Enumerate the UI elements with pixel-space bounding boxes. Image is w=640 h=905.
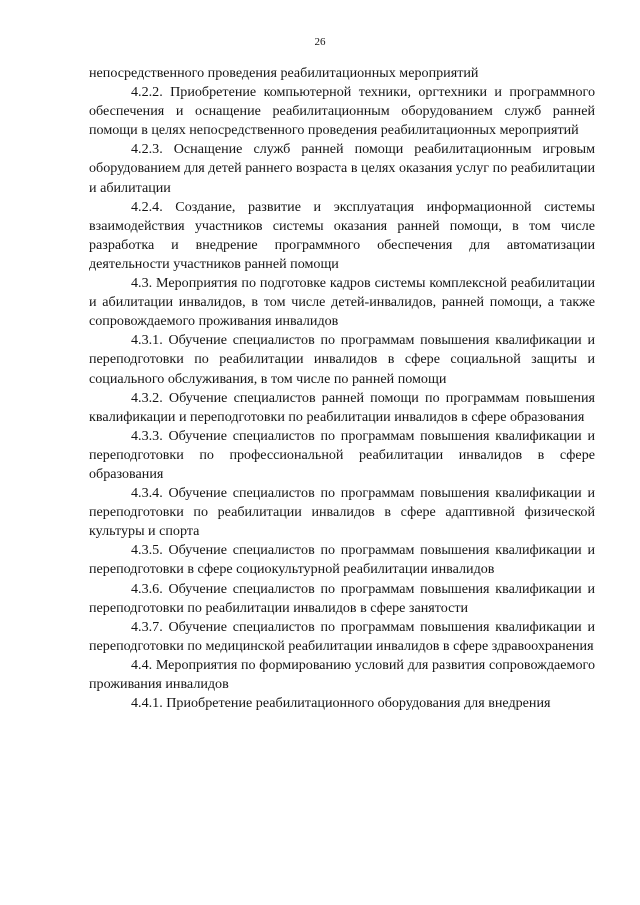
paragraph: 4.4. Мероприятия по формированию условий для развития сопровождаемого проживания инвалидов: [89, 656, 595, 692]
paragraph: 4.3.4. Обучение специалистов по программам повышения квалификации и переподготовки по реабилитации инвалидов в сфере адаптивной физической культуры и спорта: [89, 485, 595, 540]
body-text: [89, 64, 595, 713]
paragraph: 4.3.7. Обучение специалистов по программам повышения квалификации и переподготовки по медицинской реабилитации инвалидов в сфере здравоохранения: [89, 618, 595, 654]
paragraph: 4.3.5. Обучение специалистов по программам повышения квалификации и переподготовки в сфере социокультурной реабилитации инвалидов: [89, 542, 595, 578]
paragraph: 4.2.2. Приобретение компьютерной техники, оргтехники и программного обеспечения и оснащение реабилитационным оборудованием служб ранней помощи в целях непосредственного проведения реабилитационных мероприятий: [89, 84, 595, 139]
page-number: 26: [314, 36, 326, 48]
paragraph: 4.3.6. Обучение специалистов по программам повышения квалификации и переподготовки по реабилитации инвалидов в сфере занятости: [89, 580, 595, 616]
paragraph: 4.4.1. Приобретение реабилитационного оборудования для внедрения: [131, 695, 551, 712]
paragraph: 4.3.3. Обучение специалистов по программам повышения квалификации и переподготовки по профессиональной реабилитации инвалидов в сфере образования: [89, 427, 595, 482]
paragraph: 4.2.4. Создание, развитие и эксплуатация информационной системы взаимодействия участников системы оказания ранней помощи, в том числе разработка и внедрение программного обеспечения для автоматизации деятельности участников ранней помощи: [89, 198, 595, 272]
paragraph: непосредственного проведения реабилитационных мероприятий: [89, 65, 479, 81]
paragraph: 4.3.2. Обучение специалистов ранней помощи по программам повышения квалификации и переподготовки по реабилитации инвалидов в сфере образования: [89, 389, 595, 425]
paragraph: 4.3. Мероприятия по подготовке кадров системы комплексной реабилитации и абилитации инвалидов, в том числе детей-инвалидов, ранней помощи, а также сопровождаемого проживания инвалидов: [89, 275, 595, 330]
paragraph: 4.2.3. Оснащение служб ранней помощи реабилитационным игровым оборудованием для детей раннего возраста в целях оказания услуг по реабилитации и абилитации: [89, 141, 595, 196]
paragraph: 4.3.1. Обучение специалистов по программам повышения квалификации и переподготовки по реабилитации инвалидов в сфере социальной защиты и социального обслуживания, в том числе по ранней помощи: [89, 332, 595, 387]
